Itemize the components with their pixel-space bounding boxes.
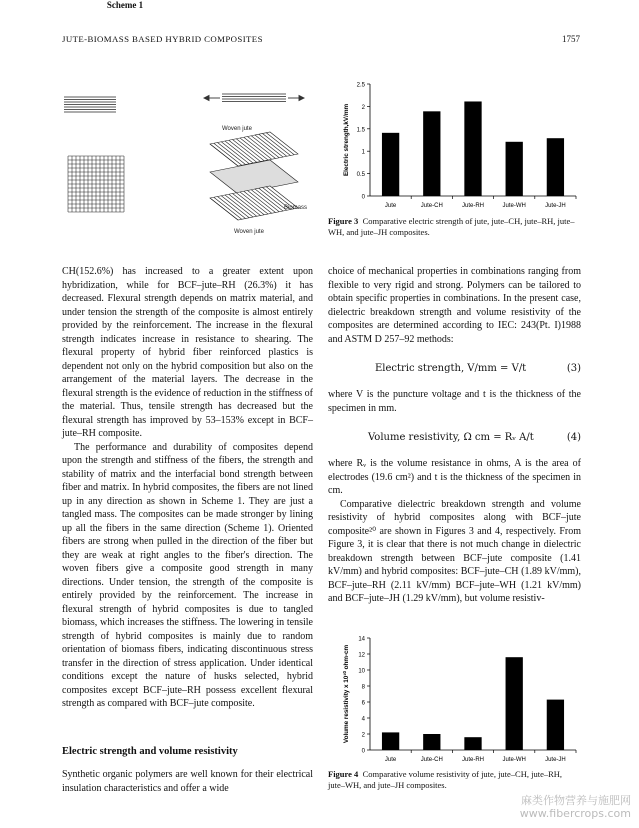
- fig3-x-tick-label: Jute-RH: [461, 203, 485, 209]
- woven-grid-drawing: [68, 156, 124, 212]
- figure-3-caption-text: Comparative electric strength of jute, jute–CH, jute–RH, jute–WH, and jute–JH composites.: [328, 216, 575, 237]
- fig3-x-tick-label: Jute-CH: [420, 203, 443, 209]
- fig3-y-tick-label: 2.5: [356, 82, 365, 89]
- watermark-line-1: 麻类作物营养与施肥网: [521, 794, 631, 807]
- fig4-y-tick-label: 0: [361, 748, 365, 755]
- right-column: [328, 265, 581, 606]
- figure-3-caption: [328, 216, 580, 238]
- fig4-x-tick-label: Jute-RH: [461, 757, 485, 763]
- left-column: [62, 265, 313, 711]
- fig3-bar: [382, 133, 399, 196]
- scheme-label-biomass: Biomass: [284, 205, 308, 211]
- fig3-bar: [547, 138, 564, 196]
- equation-3: [328, 358, 581, 380]
- fig3-bar: [506, 142, 523, 196]
- fig4-y-tick-label: 12: [358, 652, 365, 659]
- fig4-bar: [464, 737, 481, 750]
- scheme-label-woven-jute-top: Woven jute: [222, 126, 252, 132]
- oriented-fibers-drawing: [222, 94, 286, 102]
- fig4-x-tick-label: Jute-WH: [502, 757, 526, 763]
- fig3-y-tick-label: 0: [361, 194, 365, 201]
- fig4-y-tick-label: 8: [361, 684, 365, 691]
- fig3-bar: [464, 101, 481, 196]
- scheme-label-woven-jute-bottom: Woven jute: [234, 229, 264, 235]
- fig3-x-tick-label: Jute-JH: [545, 203, 566, 209]
- watermark: [520, 794, 631, 820]
- watermark-line-2: www.fibercrops.com: [519, 807, 631, 820]
- fig3-y-tick-label: 2: [361, 104, 365, 111]
- fig3-y-axis-label: Electric strength,kV/mm: [343, 103, 350, 177]
- fig3-y-tick-label: 0.5: [356, 172, 365, 179]
- fig4-bar: [423, 734, 440, 750]
- figure-4-caption-text: Comparative volume resistivity of jute, jute–CH, jute–RH, jute–WH, and jute–JH composites.: [328, 769, 563, 790]
- fig4-bar: [547, 700, 564, 750]
- figure-4-label: Figure 4: [328, 769, 359, 779]
- equation-3-text: Electric strength, V/mm = V/t: [375, 363, 527, 374]
- fig4-y-tick-label: 2: [361, 732, 365, 739]
- left-paragraph-2: The performance and durability of composites depend upon the strength and stiffness of the fibers, the strength and stability of matrix and the interfacial bond strength between fiber and matrix. In hybrid composites, the fibers are not lined up in any direction as shown in Scheme 1. They are just a tangled mass. The composites can be made stronger by lining up all the fibers in the same direction (Scheme 1). Oriented fibers are strong when pulled in the direction of the fiber but they are weak at right angles to the fiber's direction. The woven fibers give a composite good strength in many directions. Under tension, the strength of the composite is entirely provided by the reinforcement. The increase in flexural strength of hybrid composites is due to tangled biomass, which increases the stiffness. The lowering in tensile strength of hybrid composites is mainly due to random orientation of biomass fibers, indicating discontinuous stress transfer in the direction of stress application. Under identical conditions except the nature of husks selected, hybrid composites except BCF–jute–RH possess excellent flexural strength as compared with BCF–jute composite.: [62, 441, 313, 709]
- fig3-bar: [423, 111, 440, 196]
- figure-4-chart: [330, 632, 582, 766]
- page-number: 1757: [562, 34, 580, 44]
- aligned-fibers-drawing: [64, 97, 116, 112]
- fig4-bar: [506, 657, 523, 750]
- figure-3-label: Figure 3: [328, 216, 359, 226]
- right-paragraph-3: where Rᵥ is the volume resistance in ohms, A is the area of electrodes (19.6 cm²) and t is the thickness of the specimen in cm.: [328, 458, 581, 496]
- figure-3-chart: [330, 78, 582, 212]
- right-paragraph-4: Comparative dielectric breakdown strength and volume resistivity of hybrid composites along with BCF–jute composite²⁰ are shown in Figures 3 and 4, respectively. From Figure 3, it is clear that there is not much change in dielectric breakdown strength between BCF–jute composite (1.41 kV/mm) and hybrid composites: BCF–jute–CH (1.89 kV/mm), BCF–jute–RH (2.11 kV/mm) BCF–jute–WH (1.21 kV/mm) and BCF–jute–JH (1.29 kV/mm), but volume resistiv-: [328, 498, 581, 604]
- section-heading: Electric strength and volume resistivity: [62, 746, 238, 757]
- right-paragraph-2: where V is the puncture voltage and t is the thickness of the specimen in mm.: [328, 389, 581, 414]
- fig4-x-tick-label: Jute-CH: [420, 757, 443, 763]
- fig4-y-tick-label: 14: [358, 636, 365, 643]
- equation-4-text: Volume resistivity, Ω cm = Rᵥ A/t: [368, 432, 534, 443]
- fig3-x-tick-label: Jute: [384, 203, 397, 209]
- equation-4: [328, 427, 581, 449]
- fig4-bar: [382, 732, 399, 750]
- fig3-y-tick-label: 1: [361, 149, 365, 156]
- scheme-1-figure: [62, 84, 312, 240]
- fig3-x-tick-label: Jute-WH: [502, 203, 526, 209]
- equation-4-number: (4): [566, 432, 581, 443]
- fig4-y-tick-label: 10: [358, 668, 365, 675]
- running-title: JUTE-BIOMASS BASED HYBRID COMPOSITES: [62, 34, 263, 44]
- fig3-y-tick-label: 1.5: [356, 127, 365, 134]
- equation-3-number: (3): [566, 363, 581, 374]
- figure-4-caption: [328, 769, 580, 791]
- scheme-caption: Scheme 1: [106, 0, 144, 10]
- fig4-y-tick-label: 4: [361, 716, 365, 723]
- left-paragraph-1: CH(152.6%) has increased to a greater extent upon hybridization, while for BCF–jute–RH (26.3%) it has decreased. Flexural strength depends on matrix material, and under tension the strength of the composite is almost entirely provided by the reinforcement. The increase in the flexural strength indicates increase in resistance to shearing. The flexural property of hybrid fiber reinforced plastics is dependent not only on the hybrid composition but also on the arrangement of the material layers. The decrease in the flexural strength is the evidence of reduction in the stiffness of the material. Thus, tensile strength has decreased but the flexural strength has improved by 53–153% except in BCF–jute–RH composite.: [62, 266, 313, 439]
- fig4-x-tick-label: Jute: [384, 757, 397, 763]
- fig4-y-tick-label: 6: [361, 700, 365, 707]
- fig4-y-axis-label: Volume resistivity x 10¹⁰ ohm-cm: [343, 644, 350, 744]
- left-paragraph-3: Synthetic organic polymers are well known for their electrical insulation characteristics and offer a wide: [62, 769, 313, 794]
- fig4-x-tick-label: Jute-JH: [545, 757, 566, 763]
- right-paragraph-1: choice of mechanical properties in combinations ranging from flexible to very rigid and strong. Polymers can be tailored to obtain specific properties in combinations. In the present case, dielectric breakdown strength and volume resistivity of the composites are determined according to IEC: 243(Pt. I)1988 and ASTM D 257–92 methods:: [328, 266, 581, 345]
